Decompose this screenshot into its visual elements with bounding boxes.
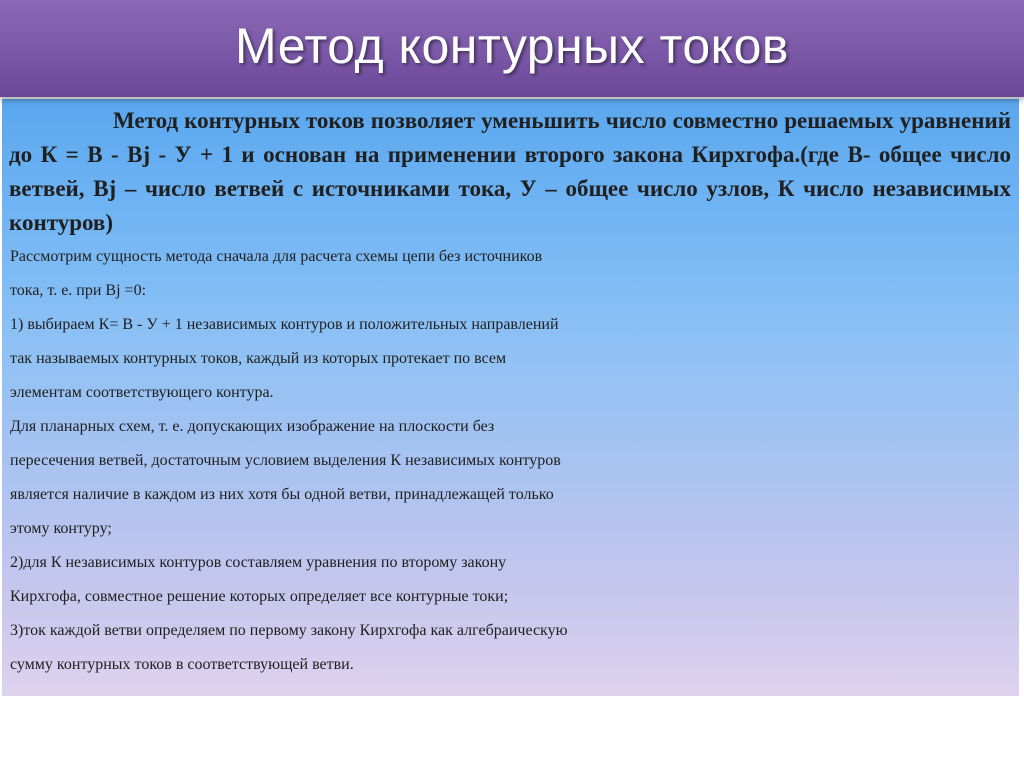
body-line: 1) выбираем К= В - У + 1 независимых контуров и положительных направлений <box>10 316 559 333</box>
body-line: пересечения ветвей, достаточным условием выделения К независимых контуров <box>10 452 561 469</box>
intro-paragraph <box>9 104 1011 240</box>
body-line: 3)ток каждой ветви определяем по первому закону Кирхгофа как алгебраическую <box>10 622 568 639</box>
body-line: 2)для К независимых контуров составляем уравнения по второму закону <box>10 554 507 571</box>
body-line: является наличие в каждом из них хотя бы одной ветви, принадлежащей только <box>10 486 554 503</box>
content-text <box>9 104 1011 682</box>
intro-text: Метод контурных токов позволяет уменьшить число совместно решаемых уравнений до К = В - Bj - У + 1 и основан на применении второго закона Кирхгофа.(где В- общее число ветвей, Bj – число ветвей с источниками тока, У – общее число узлов, К число независимых контуров) <box>9 108 1011 235</box>
body-line: так называемых контурных токов, каждый из которых протекает по всем <box>10 350 507 367</box>
title-bar <box>0 0 1024 97</box>
body-line: сумму контурных токов в соответствующей ветви. <box>10 656 354 673</box>
body-line: Для планарных схем, т. е. допускающих изображение на плоскости без <box>10 418 495 435</box>
slide-title: Метод контурных токов <box>235 18 789 74</box>
body-line: Кирхгофа, совместное решение которых определяет все контурные токи; <box>10 588 509 605</box>
body-line: тока, т. е. при Bj =0: <box>10 282 147 299</box>
body-line: элементам соответствующего контура. <box>10 384 274 401</box>
body-line: этому контуру; <box>10 520 112 537</box>
body-line: Рассмотрим сущность метода сначала для расчета схемы цепи без источников <box>10 248 543 265</box>
